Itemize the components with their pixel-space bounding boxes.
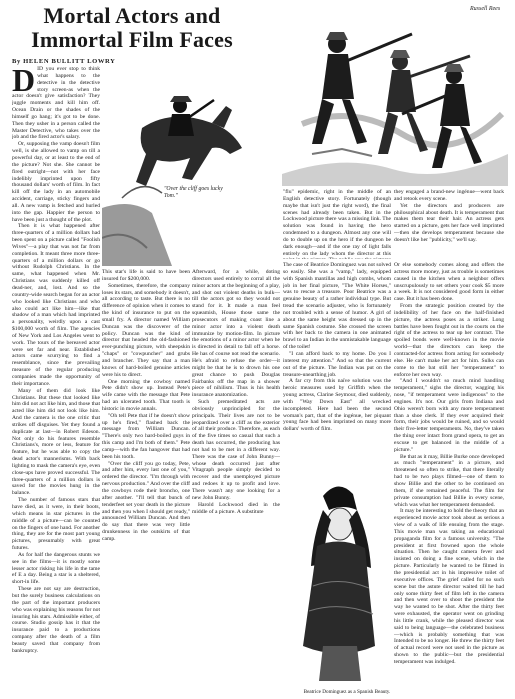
paragraph: As for half the dangerous stunts we see in the films—it is mostly some lesser actor risking his life in the tame ef E a day. Being a star is a sheltered, short-in life. [12,551,100,586]
illustration-spanish-beauty [283,476,393,686]
paragraph: A far cry from this naïve solution was the heroic measures used by Griffith when the young actress, Clarine Seymour, died suddenly, with "Way Down East" all wrecked incompleted. Here had been the second woman's part, that of the ingénue, her piquant young face had been imprinted on many more dollars' worth of film. [283,378,391,433]
paragraph: These are not say are destruction, but the surely business calculations on the part of the important producers who was explaining his reasons for not insuring his stars. Admissible either, of course. Studio gossip has it that the insurance paid to a productions company after the death of a film beauty saved that company from bankruptcy. [12,586,100,654]
paragraph: Or else somebody comes along and offers the actress more money, just as trouble is sometimes caused in the kitchen when a neighbor offers unscrupulously to set others your cook $5 more a week. It is not considered good form in either case. But it has been done. [394,262,504,303]
paragraph: they engaged a brand-new ingénue—went back and retook every scene. [394,189,504,202]
paragraph: Harold Lockwood died in the middle of a picture. A substitute [192,501,280,515]
paragraph: Sometimes, therefore, the company loses its stars, and somebody it doesn't, all according to taste. But there is no difference of opinion when it comes to the kind of insurance to put on the small fry. A director named William Duncan was the discoverer of the policy. Duncan was the kind of director that headed the old-fashioned ever-punching picture, with sheepskin "chaps" or "cowpuncher" and grubs and brancher. They say that a man knows of hard-boiled genuine articles were his to direct. [102,282,190,378]
paragraph: "And I wouldn't so much mind handling temperament," sighs the director, wagging his nose, "if temperament were indigenous" to the engines. It's not. Our girls from Indiana and Ohio weren't born with any more temperament than a shoe clerk. If they ever acquired their form, their jobs would be ruined, and so would their five-letter temperaments. No, they've taken the thing over intact from grand opera, to get an excuse to get balanced in the middle of a picture." [394,378,504,453]
paragraph: This star's life is said to have been insured for $200,000. [102,269,190,282]
paragraph: It may be interesting to hold the theory that an experienced movie actor took about as serious a view of a walk of life ensuing from the stage. This movie man was taking an educational propaganda film for a famous university. "The president at first frowned upon the whole situation. Then he caught camera fever and insisted on doing a fine scene, which in the picture. Particularly he wanted to be filmed in the presidential act in his impressive toilet of executive offices. The grief called for no such scene but the astute director waited till he had only some thirty feet of film left in the camera and then went over to shoot the president the way he wanted to be shot. After the thirty feet were exhausted, the operator went on grinding his little crank, while the pleased director was said to being language—the celebrated business—which is probably something that was Intended to be no longer. He threw the thirty feet of actual record were not used in the picture as shown to the public—but the presidential temperament was indulged. [394,508,504,665]
caption-cliff: "Over the cliff goes lucky Tom." [164,186,223,199]
paragraph: From the strategic position created by the indelibility of her face on the half-finished picture, the actress poses as a striker. Long battles have been fought out in the courts on the right of the actress to tear up her contract. The spoiled bonds were well-known in the movie world—that the directors can keep the contracted-for actress from acting for somebody else. He can't make her act for him. Sulks can come to the bat still her "temperament" to enforce her own way. [394,303,504,378]
paragraph: Or, supposing the vamp doesn't film well, is she allowed to vamp on till a powerful day, or at least to the end of the picture? Not she. She cannot be fired outright—not with her face indelibly imprinted upon fifty thousand dollars' worth of film. In fact kill off the lady in an automobile accident, carriage, sticky fingers and all. A new vamp is fetched and hurled into the gap. Happier the person to have been just a thought of the plot. [12,141,100,223]
illustrator-signature: Russell Rees [470,6,501,12]
paragraph: Many of them did look like Christians. But these that looked like him did not act like him, and those that acted like him did not look like him. And the camera is the one critic that strikes off disguises. Yet they found a duplicate at last—in Robert Edeson. Not only do his features resemble Christians's, more or less, feature for feature, but he was able to copy the dead actor's mannerisms. With back lighting to mask the camera's eye, even close-ups have proved successful. The three-quarters of a million dollars is saved for the movies hung in the balance. [12,387,100,497]
paragraph: Then it is what happened after three-quarters of a million dollars had been spent on a picture called "Foolish Wives"—a play that was not far from completion. It meant three more three-quarters of a million dollars or go without Rudolph Christians. In the same, what happened when Mr. Christians was suddenly killed off dead-ner, and, lost. And so the country-wide search began for an actor who looked like Christians and who also could act like him—like that shadow of a man which had imprinted a personality, weirdly upon a cast $100,000 worth of film. The agencies of New York and Los Angeles went to work. The tours of the bereaved actor were set far and near. Established actors came scurrying to find a resemblance, since the prevailing measure of the regular producing companies made the opportunity of their importance. [12,223,100,387]
paragraph: "Oh tell Pete that if he doesn't show up he's fired," flashed back the message from William Duncan. "There's only two hard-boiled guys in this camp and I'm both of them." Pete camp—with the fan hangover that had been his tooth. [102,412,190,460]
column-2 [102,269,190,694]
paragraph: DID you ever stop to think what happens to the detective in the detective story screen-as when the actor doesn't give satisfaction? They juggle moments and kill him off. Ocean Drain or the shades of the himself go hang; it's got to be done. Then they usher in a person called the Master Detective, who takes over the job and the fired actor's salary. [12,66,100,141]
column-5 [394,262,504,694]
illustration-soldiers [282,4,508,186]
paragraph: Such premeditated acts are obviously unprincipled for the principals. Their lives are not to be jeopardized over a cliff as the exterior of all their produce. Therefore, as each of the five times so casual that such a death has occurred, the producing has not had to be met in a different way. There was the case of John Bunny—whose death occurred just after Vitagraph people simply decided to recover and the unemployed picture and redoes it up to profit and love. There wasn't any one looking for a new John Bunny. [192,399,280,501]
illustration-cliff-rider [102,88,282,266]
paragraph: Yet the directors and producers are philosophical about death. It is temperament that makes them tear their hair. An actress gets started on a picture, gets her face well imprinted—then she develops temperament because she doesn't like her "publicity," we'll say. [394,202,504,243]
drop-cap: D [12,66,36,98]
paragraph: "I can afford back to my home. Do you I interest my attention." And so that the current out of the picture. The Indian was put on the treasure-unearthing job. [283,350,391,378]
paragraph: "Over the cliff you go today, Pete, and after him, every last one of you," ordered the director. "I'm through with nervous production." And over the cliff the cowboys rode their broncho, one after another. "I'll tell that bunch of tenderfeet set your death in the picture and then you when I should get ready," announced William Duncan. And then do say that there was very little drunkenness in the outskirts of that camp. [102,460,190,542]
headline-line-2: Immortal Film Faces [31,27,233,52]
paragraph: The case of Beatrice Dominguez was not solved so easily. She was a "vamp," lady, equipped with Spanish mantillas and high combs, whom job in her final picture, "The White Horses," was to rescue a treasure. Poor Beatrice was a genuine beauty of a rather individual type. But tread the scenario adjuster, who is fortunately not troubled with a sense of humor. A girl of about the same height was dressed up in the same Spanish costume. She crossed the screen with her back to the camera in one animated brawl to an Indian in the unmistakable language of the toilet! [283,262,391,351]
article-headline [12,4,252,52]
byline: By HELEN BULLITT LOWRY [12,58,116,65]
paragraph: One morning the cowboy named Pete didn't show up. Instead Pete's wife came with the message that Pete had an ulcerated tooth. That tooth is historic in movie annals. [102,378,190,412]
column-4-top [283,189,391,259]
paragraph: "flu" epidemic, right in the middle of an English detective story. Fortunately (though maybe that isn't just the right word), the final scenes had already been taken. But in the Lockwood picture there was a missing link. The solution was found in having the hero condemned to a dungeon. Almost any one will do to double up on the hero if the dungeon be dark enough—and if the one ray of light falls entirely on the lady whom the director at this [283,189,391,257]
caption-spanish-beauty: Beatrice Dominguez as a Spanish Beauty. [303,689,391,695]
headline-line-1: Mortal Actors and [43,3,221,28]
paragraph: Be that as it may, Billie Burke once developed as much "temperament" in a picture, and threatened so often to strike, that there literally had to be two plays filmed—one of them to show Billie and the other to be continued on them, if she remained peaceful. The film for private consumption had Billie in every scene, which was what her temperament demanded. [394,453,504,508]
paragraph: The number of famous stars that have died, as it were, in their boots, which means in star pictures in the middle of a picture—can be counted on the fingers of one hand. For another thing, they are for the most part young pictures, presumably with great futures. [12,497,100,552]
column-5-top [394,189,504,259]
paragraph: Afterward, for a while, doting directors used entirely to corral all the minor actors at the beginning of a play, and shot out violent deaths in bulk—till the actors got so they would not stand for it. It made a man feel squeamish, House those same the prosecutors of making coast line a minor actor into a violent death immunize by motion-film. In picture the emotions of a minor actor when he is directed in detail to fall off a horse. He has of course not read the scenario. He's afraid to refuse the order—it might be that he is to drown his one great chance to push Douglas Fairbanks off the map in a shower piece of nihilism. Thus is his health insurance anatomization. [192,269,280,399]
column-1 [12,66,100,694]
column-3 [192,269,280,694]
